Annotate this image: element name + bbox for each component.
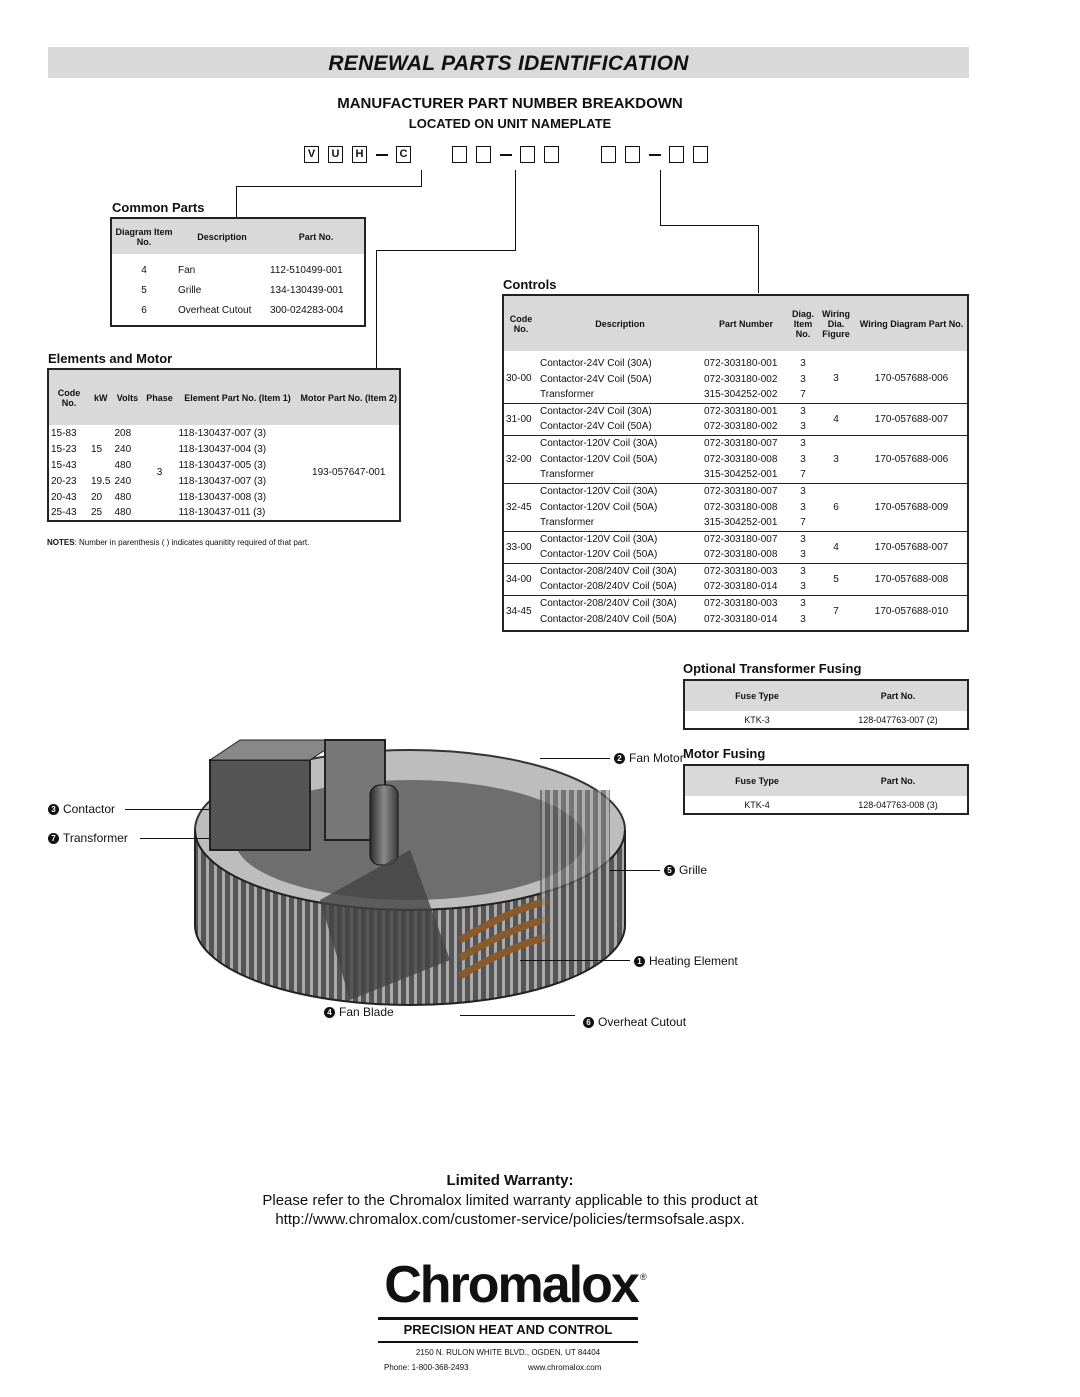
leader-line <box>236 186 422 187</box>
table-cell: 32-45 <box>506 501 532 513</box>
table-cell: 3 <box>800 405 806 417</box>
table-cell: 7 <box>800 469 806 481</box>
table-cell: 170-057688-006 <box>874 453 949 465</box>
chromalox-logo: Chromalox <box>384 1256 638 1314</box>
table-cell: 480 <box>114 507 132 518</box>
table-cell: 170-057688-010 <box>874 605 949 617</box>
common-parts-table <box>110 217 366 327</box>
callout-line <box>125 809 210 810</box>
column-header: Motor Part No. (Item 2) <box>298 369 400 425</box>
table-row <box>684 711 968 729</box>
table-row <box>503 483 968 499</box>
table-cell: 315-304252-001 <box>704 517 778 529</box>
website: www.chromalox.com <box>528 1363 602 1372</box>
warranty-line-2: http://www.chromalox.com/customer-service/policies/termsofsale.aspx. <box>275 1211 745 1228</box>
model-letter-box: U <box>328 146 343 163</box>
table-cell: 3 <box>833 453 839 465</box>
warranty-title: Limited Warranty: <box>446 1172 574 1189</box>
table-cell: 170-057688-007 <box>874 413 949 425</box>
table-cell: 072-303180-002 <box>704 421 778 433</box>
column-header: Wiring Dia. Figure <box>816 295 856 351</box>
table-cell: 4 <box>833 541 839 553</box>
table-cell: 193-057647-001 <box>312 467 386 478</box>
column-header: Description <box>176 218 268 254</box>
table-cell: Grille <box>178 284 202 296</box>
table-cell: 7 <box>800 389 806 401</box>
model-number-boxes <box>304 146 420 163</box>
column-header: Fuse Type <box>684 680 829 711</box>
table-cell: 208 <box>114 427 132 439</box>
warranty-line-1: Please refer to the Chromalox limited warranty applicable to this product at <box>262 1192 758 1209</box>
leader-line <box>376 250 516 251</box>
table-cell: 6 <box>141 304 147 316</box>
table-row <box>684 796 968 814</box>
table-cell: 128-047763-008 (3) <box>858 799 938 810</box>
table-cell: 480 <box>114 459 132 471</box>
table-cell: Contactor-120V Coil (30A) <box>540 437 658 449</box>
table-cell: 072-303180-007 <box>704 437 778 449</box>
table-cell: 072-303180-014 <box>704 613 778 625</box>
code-box <box>625 146 640 163</box>
table-cell: Contactor-120V Coil (50A) <box>540 549 658 561</box>
callout-label: Grille <box>679 863 708 877</box>
common-parts-title: Common Parts <box>112 200 205 215</box>
table-cell: 170-057688-009 <box>874 501 949 513</box>
table-cell: 3 <box>800 533 806 545</box>
table-row <box>111 260 365 280</box>
table-cell: Transformer <box>540 517 595 529</box>
table-row <box>503 355 968 371</box>
table-cell: 128-047763-007 (2) <box>858 714 938 725</box>
code-box <box>544 146 559 163</box>
code-box <box>693 146 708 163</box>
transformer-fusing-title: Optional Transformer Fusing <box>683 661 862 676</box>
code-box <box>669 146 684 163</box>
table-cell: 19.5 <box>91 475 111 487</box>
column-header: Element Part No. (Item 1) <box>176 369 298 425</box>
table-cell: Transformer <box>540 469 595 481</box>
controls-table <box>502 294 969 632</box>
table-cell: 15 <box>91 443 103 455</box>
callout-number: 7 <box>48 833 59 844</box>
table-cell: 112-510499-001 <box>270 264 343 276</box>
address: 2150 N. RULON WHITE BLVD., OGDEN, UT 84404 <box>415 1348 601 1357</box>
table-cell: 3 <box>833 373 839 385</box>
table-cell: 31-00 <box>506 413 532 425</box>
table-cell: 7 <box>800 517 806 529</box>
column-header: Part No. <box>268 218 365 254</box>
transformer-fusing-table <box>683 679 969 730</box>
table-cell: 072-303180-001 <box>704 405 778 417</box>
table-cell: 4 <box>141 264 147 276</box>
unit-heater-illustration <box>150 700 670 1020</box>
table-cell: Contactor-120V Coil (50A) <box>540 501 658 513</box>
leader-line <box>758 225 759 293</box>
callout-number: 4 <box>324 1007 335 1018</box>
elements-motor-table <box>47 368 401 522</box>
code-box <box>601 146 616 163</box>
table-cell: 25-43 <box>51 507 77 518</box>
notes-label: NOTES <box>47 538 75 547</box>
table-cell: 3 <box>800 437 806 449</box>
model-letter-box: C <box>396 146 411 163</box>
notes <box>47 538 309 547</box>
callout-label: Fan Motor <box>629 751 684 765</box>
table-cell: 3 <box>800 357 806 369</box>
column-header: kW <box>89 369 112 425</box>
table-cell: 3 <box>800 565 806 577</box>
table-cell: 118-130437-007 (3) <box>178 475 267 487</box>
callout-label: Contactor <box>63 802 116 816</box>
model-dash <box>500 154 512 156</box>
table-cell: 072-303180-007 <box>704 485 778 497</box>
column-header: Diag. Item No. <box>790 295 816 351</box>
model-letter-box: V <box>304 146 319 163</box>
column-header: Fuse Type <box>684 765 829 796</box>
column-header: Part No. <box>829 680 968 711</box>
table-cell: 118-130437-008 (3) <box>178 491 267 503</box>
table-cell: Overheat Cutout <box>178 304 252 316</box>
callout-label: Overheat Cutout <box>598 1015 687 1029</box>
table-cell: 315-304252-001 <box>704 469 778 481</box>
table-cell: Contactor-208/240V Coil (50A) <box>540 613 677 625</box>
breakdown-subtitle: LOCATED ON UNIT NAMEPLATE <box>408 116 612 131</box>
table-cell: 118-130437-007 (3) <box>178 427 267 439</box>
table-row <box>503 595 968 611</box>
table-cell <box>89 457 112 473</box>
leader-line <box>236 186 237 218</box>
column-header: Part Number <box>702 295 790 351</box>
table-cell: 20-23 <box>51 475 77 487</box>
table-cell: 5 <box>833 573 839 585</box>
code-boxes-group-2 <box>601 146 717 164</box>
model-dash <box>376 154 388 156</box>
page-banner: RENEWAL PARTS IDENTIFICATION <box>48 47 969 78</box>
table-cell: 240 <box>114 443 132 455</box>
table-row <box>503 563 968 579</box>
notes-text: : Number in parenthesis ( ) indicates quanitity required of that part. <box>74 538 310 547</box>
table-cell: 20-43 <box>51 491 77 503</box>
table-cell: 170-057688-006 <box>874 373 949 385</box>
table-cell: 480 <box>114 491 132 503</box>
table-cell: 3 <box>800 613 806 625</box>
code-box <box>452 146 467 163</box>
table-cell: 20 <box>91 491 103 503</box>
callout-line <box>460 1015 575 1016</box>
table-cell: KTK-3 <box>744 714 770 725</box>
table-row <box>503 435 968 451</box>
breakdown-title: MANUFACTURER PART NUMBER BREAKDOWN <box>337 95 683 112</box>
callout-line <box>610 870 660 871</box>
table-cell: Fan <box>178 264 196 276</box>
callout-contactor <box>48 802 115 816</box>
callout-fan-motor <box>614 751 684 765</box>
leader-line <box>660 170 661 226</box>
logo-rule <box>378 1317 638 1320</box>
table-row <box>111 300 365 320</box>
code-box <box>520 146 535 163</box>
table-cell: 072-303180-008 <box>704 453 778 465</box>
table-cell: 3 <box>800 597 806 609</box>
table-cell: Contactor-120V Coil (30A) <box>540 533 658 545</box>
table-cell: 118-130437-004 (3) <box>178 443 267 455</box>
phone: Phone: 1-800-368-2493 <box>384 1363 469 1372</box>
controls-title: Controls <box>503 277 557 292</box>
callout-number: 6 <box>583 1017 594 1028</box>
table-cell: 32-00 <box>506 453 532 465</box>
table-cell: Contactor-208/240V Coil (30A) <box>540 597 677 609</box>
table-cell: 072-303180-008 <box>704 501 778 513</box>
callout-fan-blade <box>324 1005 394 1019</box>
table-cell: 118-130437-011 (3) <box>178 507 266 518</box>
table-cell: Contactor-24V Coil (50A) <box>540 373 652 385</box>
table-cell: 15-43 <box>51 459 77 471</box>
table-cell: 25 <box>91 507 103 518</box>
table-cell: 3 <box>800 373 806 385</box>
motor-fusing-table <box>683 764 969 815</box>
leader-line <box>515 170 516 250</box>
table-cell: 072-303180-002 <box>704 373 778 385</box>
leader-line <box>376 250 377 368</box>
table-cell: 3 <box>800 501 806 513</box>
callout-label: Fan Blade <box>339 1005 394 1019</box>
callout-number: 2 <box>614 753 625 764</box>
table-row <box>48 425 400 441</box>
column-header: Phase <box>142 369 176 425</box>
column-header: Description <box>538 295 702 351</box>
table-cell: 300-024283-004 <box>270 304 344 316</box>
table-cell: 118-130437-005 (3) <box>178 459 267 471</box>
table-cell <box>89 425 112 441</box>
table-cell: 3 <box>800 421 806 433</box>
table-cell: 240 <box>114 475 132 487</box>
callout-label: Transformer <box>63 831 128 845</box>
table-cell: Contactor-208/240V Coil (50A) <box>540 581 677 593</box>
callout-line <box>440 1004 441 1005</box>
table-cell: 072-303180-003 <box>704 565 778 577</box>
table-cell: 3 <box>800 549 806 561</box>
table-cell: Contactor-208/240V Coil (30A) <box>540 565 677 577</box>
code-box <box>476 146 491 163</box>
table-cell: 072-303180-007 <box>704 533 778 545</box>
table-cell: 3 <box>800 453 806 465</box>
table-cell: Contactor-24V Coil (50A) <box>540 421 652 433</box>
model-letter-box: H <box>352 146 367 163</box>
motor-fusing-title: Motor Fusing <box>683 746 766 761</box>
table-cell: Transformer <box>540 389 595 401</box>
table-cell: Contactor-120V Coil (50A) <box>540 453 658 465</box>
table-cell: 5 <box>141 284 147 296</box>
callout-line <box>140 838 210 839</box>
table-cell: 3 <box>800 485 806 497</box>
table-cell: 072-303180-008 <box>704 549 778 561</box>
callout-transformer <box>48 831 128 845</box>
tagline: PRECISION HEAT AND CONTROL <box>403 1322 613 1337</box>
callout-grille <box>664 863 707 877</box>
column-header: Volts <box>112 369 142 425</box>
callout-number: 5 <box>664 865 675 876</box>
table-cell: 3 <box>156 467 163 478</box>
table-row <box>503 403 968 419</box>
table-cell: 34-00 <box>506 573 532 585</box>
table-row <box>111 280 365 300</box>
callout-overheat-cutout <box>583 1015 686 1029</box>
table-cell: KTK-4 <box>744 799 770 810</box>
code-boxes-group-1 <box>452 146 568 164</box>
table-cell: 170-057688-007 <box>874 541 949 553</box>
callout-line <box>520 960 630 961</box>
table-cell: 7 <box>833 605 839 617</box>
table-row <box>503 531 968 547</box>
column-header: Wiring Diagram Part No. <box>856 295 968 351</box>
table-cell: 170-057688-008 <box>874 573 949 585</box>
table-cell: 134-130439-001 <box>270 284 344 296</box>
table-cell: 30-00 <box>506 373 532 385</box>
column-header: Part No. <box>829 765 968 796</box>
leader-line <box>421 170 422 187</box>
table-cell: 072-303180-014 <box>704 581 778 593</box>
table-cell: 33-00 <box>506 541 532 553</box>
table-cell: Contactor-120V Coil (30A) <box>540 485 658 497</box>
table-cell: 34-45 <box>506 605 532 617</box>
table-cell: Contactor-24V Coil (30A) <box>540 357 652 369</box>
model-dash <box>649 154 661 156</box>
table-cell: 3 <box>800 581 806 593</box>
callout-number: 1 <box>634 956 645 967</box>
tagline-rule <box>378 1341 638 1343</box>
elements-motor-title: Elements and Motor <box>48 351 173 366</box>
callout-heating-element <box>634 954 738 968</box>
table-cell: 6 <box>833 501 839 513</box>
registered-mark: ® <box>640 1272 647 1282</box>
table-cell: 15-23 <box>51 443 77 455</box>
table-cell: Contactor-24V Coil (30A) <box>540 405 652 417</box>
column-header: Code No. <box>48 369 89 425</box>
leader-line <box>660 225 758 226</box>
callout-number: 3 <box>48 804 59 815</box>
table-cell: 072-303180-003 <box>704 597 778 609</box>
table-cell: 4 <box>833 413 839 425</box>
table-cell: 315-304252-002 <box>704 389 778 401</box>
column-header: Code No. <box>503 295 538 351</box>
column-header: Diagram Item No. <box>111 218 176 254</box>
table-cell: 072-303180-001 <box>704 357 778 369</box>
table-cell: 15-83 <box>51 427 77 439</box>
callout-line <box>540 758 610 759</box>
callout-label: Heating Element <box>649 954 738 968</box>
